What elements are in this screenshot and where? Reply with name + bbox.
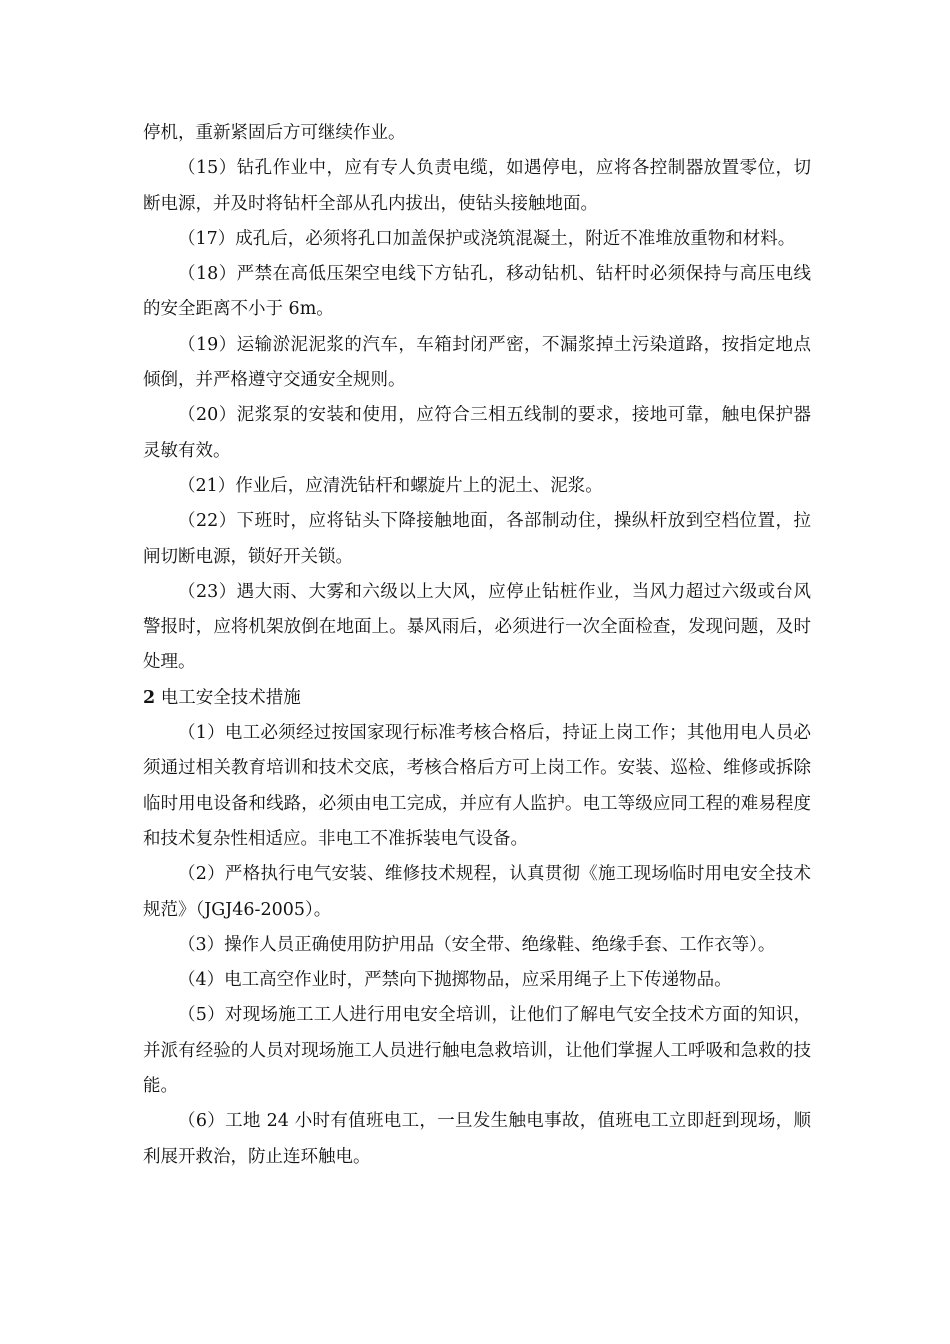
paragraph-item-22: （22）下班时，应将钻头下降接触地面，各部制动住，操纵杆放到空档位置，拉闸切断电源，锁好开关锁。 (143, 511, 811, 567)
section-number: 2 (143, 687, 156, 708)
section-heading (143, 681, 811, 716)
paragraph-item-17: （17）成孔后，必须将孔口加盖保护或浇筑混凝土，附近不准堆放重物和材料。 (178, 228, 796, 249)
section-title: 电工安全技术措施 (160, 687, 301, 708)
paragraph-electric-1: （1）电工必须经过按国家现行标准考核合格后，持证上岗工作；其他用电人员必须通过相关教育培训和技术交底，考核合格后方可上岗工作。安装、巡检、维修或拆除临时用电设备和线路，必须由电工完成，并应有人监护。电工等级应同工程的难易程度和技术复杂性相适应。非电工不准拆装电气设备。 (143, 723, 811, 849)
paragraph-electric-4: （4）电工高空作业时，严禁向下抛掷物品，应采用绳子上下传递物品。 (178, 970, 732, 991)
paragraph-item-20: （20）泥浆泵的安装和使用，应符合三相五线制的要求，接地可靠，触电保护器灵敏有效。 (143, 405, 811, 461)
paragraph-electric-3: （3）操作人员正确使用防护用品（安全带、绝缘鞋、绝缘手套、工作衣等）。 (178, 934, 776, 955)
paragraph-electric-2: （2）严格执行电气安装、维修技术规程，认真贯彻《施工现场临时用电安全技术规范》（JGJ46-2005）。 (143, 864, 811, 920)
paragraph-item-15: （15）钻孔作业中，应有专人负责电缆，如遇停电，应将各控制器放置零位，切断电源，并及时将钻杆全部从孔内拔出，使钻头接触地面。 (143, 158, 811, 214)
paragraph-electric-6: （6）工地 24 小时有值班电工，一旦发生触电事故，值班电工立即赶到现场，顺利展开救治，防止连环触电。 (143, 1111, 811, 1167)
paragraph-item-21: （21）作业后，应清洗钻杆和螺旋片上的泥土、泥浆。 (178, 475, 603, 496)
paragraph-item-18: （18）严禁在高低压架空电线下方钻孔，移动钻机、钻杆时必须保持与高压电线的安全距离不小于 6m。 (143, 264, 811, 320)
paragraph-item-19: （19）运输淤泥泥浆的汽车，车箱封闭严密，不漏浆掉土污染道路，按指定地点倾倒，并严格遵守交通安全规则。 (143, 334, 811, 391)
paragraph-item-23: （23）遇大雨、大雾和六级以上大风，应停止钻桩作业，当风力超过六级或台风警报时，应将机架放倒在地面上。暴风雨后，必须进行一次全面检查，发现问题，及时处理。 (143, 581, 811, 673)
paragraph-continuation: 停机，重新紧固后方可继续作业。 (143, 123, 406, 143)
document-page (143, 116, 811, 1175)
paragraph-electric-5: （5）对现场施工工人进行用电安全培训，让他们了解电气安全技术方面的知识，并派有经验的人员对现场施工人员进行触电急救培训，让他们掌握人工呼吸和急救的技能。 (143, 1005, 811, 1097)
